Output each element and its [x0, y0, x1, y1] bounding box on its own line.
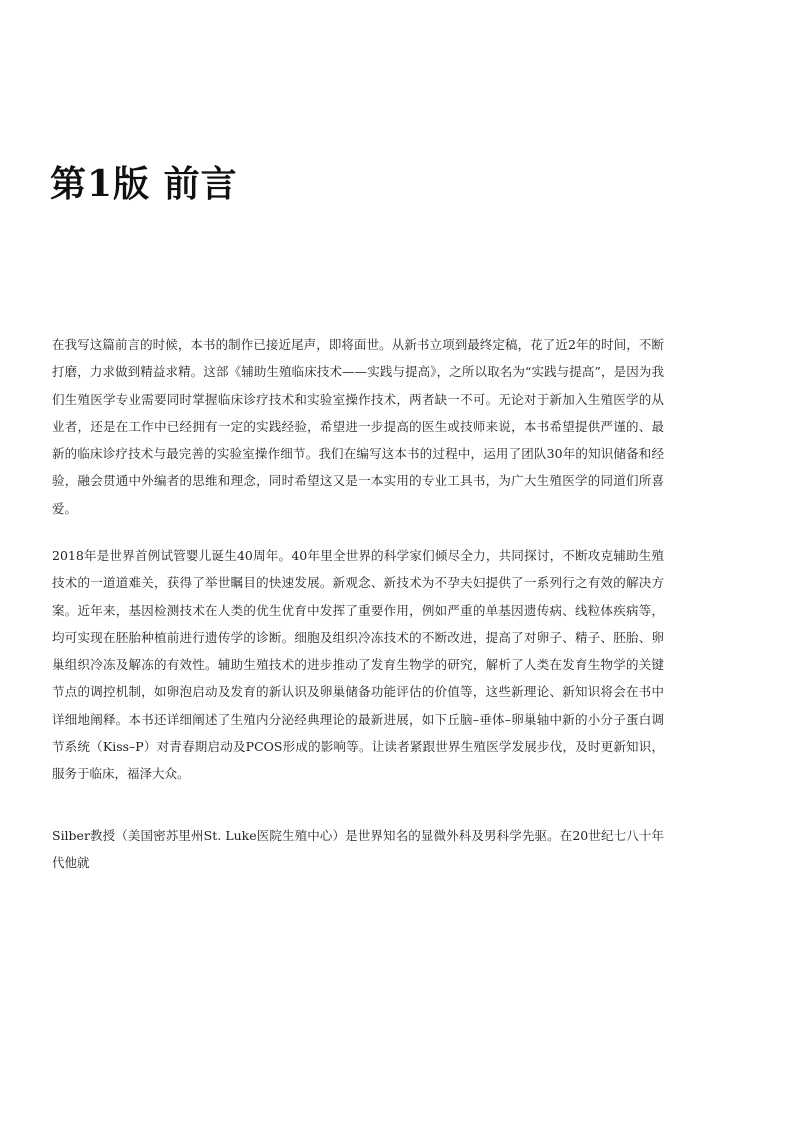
preface-paragraph-2: 2018年是世界首例试管婴儿诞生40周年。40年里全世界的科学家们倾尽全力，共同探讨，不断攻克辅助生殖技术的一道道难关，获得了举世瞩目的快速发展。新观念、新技术为不孕夫妇提供了一系列行之有效的解决方案。近年来，基因检测技术在人类的优生优育中发挥了重要作用，例如严重的单基因遗传病、线粒体疾病等，均可实现在胚胎种植前进行遗传学的诊断。细胞及组织冷冻技术的不断改进，提高了对卵子、精子、胚胎、卵巢组织冷冻及解冻的有效性。辅助生殖技术的进步推动了发育生物学的研究，解析了人类在发育生物学的关键节点的调控机制，如卵泡启动及发育的新认识及卵巢储备功能评估的价值等，这些新理论、新知识将会在书中详细地阐释。本书还详细阐述了生殖内分泌经典理论的最新进展，如下丘脑–垂体–卵巢轴中新的小分子蛋白调节系统（Kiss–P）对青春期启动及PCOS形成的影响等。让读者紧跟世界生殖医学发展步伐，及时更新知识，服务于临床，福泽大众。 — [52, 548, 664, 782]
preface-paragraph-3: Silber教授（美国密苏里州St. Luke医院生殖中心）是世界知名的显微外科及男科学先驱。在20世纪七八十年代他就 — [52, 828, 664, 871]
page-title: 第1版 前言 — [50, 163, 238, 205]
preface-paragraph-1: 在我写这篇前言的时候，本书的制作已接近尾声，即将面世。从新书立项到最终定稿，花了近2年的时间，不断打磨，力求做到精益求精。这部《辅助生殖临床技术——实践与提高》，之所以取名为“实践与提高”，是因为我们生殖医学专业需要同时掌握临床诊疗技术和实验室操作技术，两者缺一不可。无论对于新加入生殖医学的从业者，还是在工作中已经拥有一定的实践经验，希望进一步提高的医生或技师来说，本书希望提供严谨的、最新的临床诊疗技术与最完善的实验室操作细节。我们在编写这本书的过程中，运用了团队30年的知识储备和经验，融会贯通中外编者的思维和理念，同时希望这又是一本实用的专业工具书，为广大生殖医学的同道们所喜爱。 — [52, 337, 664, 516]
